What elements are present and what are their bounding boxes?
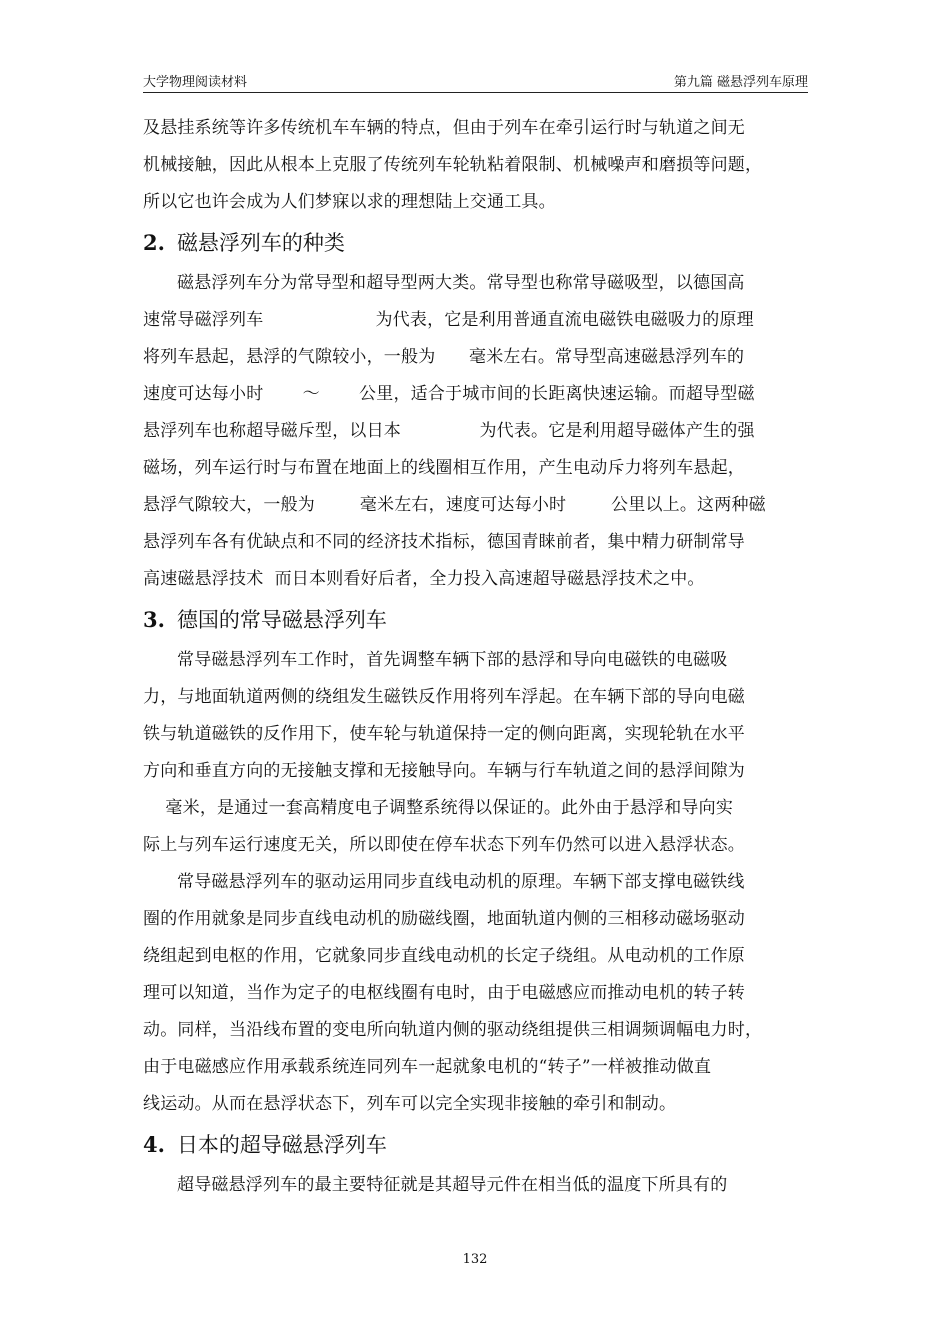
section-title: 德国的常导磁悬浮列车 — [176, 608, 387, 632]
header-book-title: 大学物理阅读材料 — [143, 75, 248, 90]
text-line: 圈的作用就象是同步直线电动机的励磁线圈，地面轨道内侧的三相移动磁场驱动 — [143, 909, 745, 929]
section-heading — [143, 221, 808, 265]
section-number: 4. — [143, 1132, 165, 1157]
text-line: 磁场，列车运行时与布置在地面上的线圈相互作用，产生电动斥力将列车悬起， — [143, 458, 745, 478]
text-line: 方向和垂直方向的无接触支撑和无接触导向。车辆与行车轨道之间的悬浮间隙为 — [143, 761, 745, 781]
paragraph — [143, 642, 808, 864]
text-line: 及悬挂系统等许多传统机车车辆的特点，但由于列车在牵引运行时与轨道之间无 — [143, 118, 745, 138]
text-line: 动。同样，当沿线布置的变电所向轨道内侧的驱动绕组提供三相调频调幅电力时， — [143, 1020, 763, 1040]
text-line: 将列车悬起，悬浮的气隙较小，一般为 毫米左右。常导型高速磁悬浮列车的 — [143, 347, 745, 367]
section-heading — [143, 1123, 808, 1167]
text-line: 铁与轨道磁铁的反作用下，使车轮与轨道保持一定的侧向距离，实现轮轨在水平 — [143, 724, 745, 744]
section-title: 磁悬浮列车的种类 — [176, 231, 345, 255]
text-line: 悬浮气隙较大，一般为 毫米左右，速度可达每小时 公里以上。这两种磁 — [143, 495, 766, 515]
header-chapter-title: 第九篇 磁悬浮列车原理 — [673, 75, 808, 90]
text-line: 速常导磁浮列车 为代表，它是利用普通直流电磁铁电磁吸力的原理 — [143, 310, 754, 330]
text-line: 力，与地面轨道两侧的绕组发生磁铁反作用将列车浮起。在车辆下部的导向电磁 — [143, 687, 745, 707]
section-heading — [143, 598, 808, 642]
text-line: 机械接触，因此从根本上克服了传统列车轮轨粘着限制、机械噪声和磨损等问题， — [143, 155, 763, 175]
section-title: 日本的超导磁悬浮列车 — [176, 1133, 387, 1157]
text-line: 速度可达每小时 ～ 公里，适合于城市间的长距离快速运输。而超导型磁 — [143, 384, 755, 404]
paragraph — [143, 1167, 808, 1204]
text-line: 悬浮列车各有优缺点和不同的经济技术指标，德国青睐前者，集中精力研制常导 — [143, 532, 745, 552]
text-line: 线运动。从而在悬浮状态下，列车可以完全实现非接触的牵引和制动。 — [143, 1094, 677, 1114]
section-number: 2. — [143, 230, 165, 255]
text-line: 悬浮列车也称超导磁斥型，以日本 为代表。它是利用超导磁体产生的强 — [143, 421, 755, 441]
text-line: 超导磁悬浮列车的最主要特征就是其超导元件在相当低的温度下所具有的 — [177, 1175, 728, 1195]
text-line: 所以它也许会成为人们梦寐以求的理想陆上交通工具。 — [143, 192, 556, 212]
section-number: 3. — [143, 607, 165, 632]
text-line: 高速磁悬浮技术 而日本则看好后者，全力投入高速超导磁悬浮技术之中。 — [143, 569, 705, 589]
page-number: 132 — [462, 1252, 488, 1267]
text-line: 由于电磁感应作用承载系统连同列车一起就象电机的“转子”一样被推动做直 — [143, 1057, 712, 1077]
text-line: 常导磁悬浮列车工作时，首先调整车辆下部的悬浮和导向电磁铁的电磁吸 — [177, 650, 728, 670]
page-content — [143, 110, 808, 1204]
paragraph — [143, 864, 808, 1123]
paragraph — [143, 265, 808, 598]
text-line: 理可以知道，当作为定子的电枢线圈有电时，由于电磁感应而推动电机的转子转 — [143, 983, 745, 1003]
page-header — [143, 68, 808, 93]
text-line: 常导磁悬浮列车的驱动运用同步直线电动机的原理。车辆下部支撑电磁铁线 — [177, 872, 745, 892]
text-line: 绕组起到电枢的作用，它就象同步直线电动机的长定子绕组。从电动机的工作原 — [143, 946, 745, 966]
text-line: 毫米，是通过一套高精度电子调整系统得以保证的。此外由于悬浮和导向实 — [143, 798, 734, 818]
text-line: 磁悬浮列车分为常导型和超导型两大类。常导型也称常导磁吸型，以德国高 — [177, 273, 745, 293]
intro-paragraph — [143, 110, 808, 221]
text-line: 际上与列车运行速度无关，所以即使在停车状态下列车仍然可以进入悬浮状态。 — [143, 835, 745, 855]
